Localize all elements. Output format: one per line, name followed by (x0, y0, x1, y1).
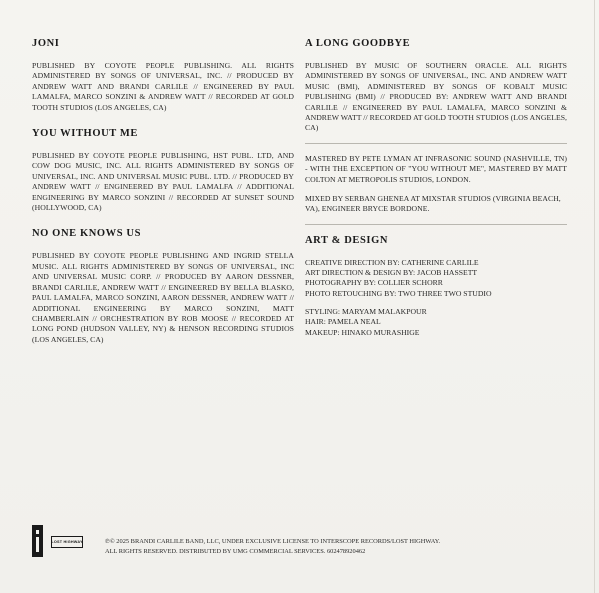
section-title: A LONG GOODBYE (305, 38, 411, 49)
left-column (32, 38, 294, 360)
section-credits: PUBLISHED BY MUSIC OF SOUTHERN ORACLE. ALL RIGHTS ADMINISTERED BY SONGS OF UNIVERSAL, INC. AND ANDREW WATT MUSIC (BMI), ADMINISTERED BY SONGS OF KOBALT MUSIC PUBLISHING (BMI) // PRODUCED BY: ANDREW WATT AND BRANDI CARLILE // ENGINEERED BY PAUL LAMALFA, MARCO SONZINI & ANDREW WATT // RECORDED AT GOLD TOOTH STUDIOS (LOS ANGELES, CA) (305, 61, 567, 133)
art-credits-list (305, 258, 567, 299)
mastering-credit: MASTERED BY PETE LYMAN AT INFRASONIC SOUND (NASHVILLE, TN) - WITH THE EXCEPTION OF "YOU WITHOUT ME", MASTERED BY MATT COLTON AT METROPOLIS STUDIOS, LONDON. (305, 153, 567, 184)
section-title: YOU WITHOUT ME (32, 128, 139, 140)
credits-section-a-long-goodbye (305, 38, 567, 134)
credits-section-art-design (305, 235, 567, 338)
section-divider (305, 143, 567, 144)
section-credits: PUBLISHED BY COYOTE PEOPLE PUBLISHING. ALL RIGHTS ADMINISTERED BY SONGS OF UNIVERSAL, INC. // PRODUCED BY ANDREW WATT AND BRANDI CARLILE // ENGINEERED BY PAUL LAMALFA, MARCO SONZINI & ANDREW WATT // RECORDED AT GOLD TOOTH STUDIOS (LOS ANGELES, CA) (32, 61, 294, 112)
mixing-credit: MIXED BY SERBAN GHENEA AT MIXSTAR STUDIOS (VIRGINIA BEACH, VA), ENGINEER BRYCE BORDONE. (305, 194, 561, 214)
section-divider (305, 224, 567, 225)
interscope-logo-icon (32, 525, 43, 557)
footer (32, 525, 572, 565)
section-credits: PUBLISHED BY COYOTE PEOPLE PUBLISHING, HST PUBL. LTD, AND COW DOG MUSIC, INC. ALL RIGHTS ADMINISTERED BY SONGS OF UNIVERSAL, INC. AND UNIVERSAL MUSIC PUBL. LTD. // PRODUCED BY ANDREW WATT // ENGINEERED BY PAUL LAMALFA // ADDITIONAL ENGINEERING BY MARCO SONZINI // RECORDED AT SUNSET SOUND (HOLLYWOOD, CA) (32, 151, 294, 213)
credits-section-you-without-me (32, 128, 294, 213)
copyright-line: ALL RIGHTS RESERVED. DISTRIBUTED BY UMG COMMERCIAL SERVICES. 602478920462 (105, 547, 366, 555)
section-title: NO ONE KNOWS US (32, 228, 142, 240)
section-title: ART & DESIGN (305, 234, 389, 246)
styling-credit-line: HAIR: PAMELA NEAL (305, 317, 381, 327)
credits-section-joni (32, 38, 294, 113)
styling-credit-line: STYLING: MARYAM MALAKPOUR (305, 307, 427, 317)
copyright-notice (105, 537, 440, 556)
page-edge (594, 0, 595, 593)
section-title: JONI (32, 38, 60, 49)
right-column (305, 38, 567, 338)
section-credits: PUBLISHED BY COYOTE PEOPLE PUBLISHING AND INGRID STELLA MUSIC. ALL RIGHTS ADMINISTERED BY SONGS OF UNIVERSAL, INC AND UNIVERSAL MUSIC CORP. // PRODUCED BY AARON DESSNER, BRANDI CARLILE, ANDREW WATT // ENGINEERED BY BELLA BLASKO, PAUL LAMALFA, MARCO SONZINI, AARON DESSNER, ANDREW WATT // ADDITIONAL ENGINEERING BY MARCO SONZINI, MATT CHAMBERLAIN // ORCHESTRATION BY ROB MOOSE // RECORDED AT LONG POND (HUDSON VALLEY, NY) & HENSON RECORDING STUDIOS (LOS ANGELES, CA) (32, 251, 294, 344)
art-credit-line: CREATIVE DIRECTION BY: CATHERINE CARLILE (305, 257, 479, 267)
lost-highway-logo: LOST HIGHWAY (51, 536, 83, 548)
styling-credits-list (305, 307, 567, 338)
art-credit-line: PHOTOGRAPHY BY: COLLIER SCHORR (305, 278, 443, 288)
styling-credit-line: MAKEUP: HINAKO MURASHIGE (305, 327, 420, 337)
credits-section-no-one-knows-us (32, 228, 294, 345)
art-credit-line: PHOTO RETOUCHING BY: TWO THREE TWO STUDIO (305, 288, 492, 298)
art-credit-line: ART DIRECTION & DESIGN BY: JACOB HASSETT (305, 268, 478, 278)
copyright-line: ℗© 2025 BRANDI CARLILE BAND, LLC, UNDER EXCLUSIVE LICENSE TO INTERSCOPE RECORDS/LOST HIGHWAY. (105, 538, 441, 545)
spacer (305, 299, 567, 307)
